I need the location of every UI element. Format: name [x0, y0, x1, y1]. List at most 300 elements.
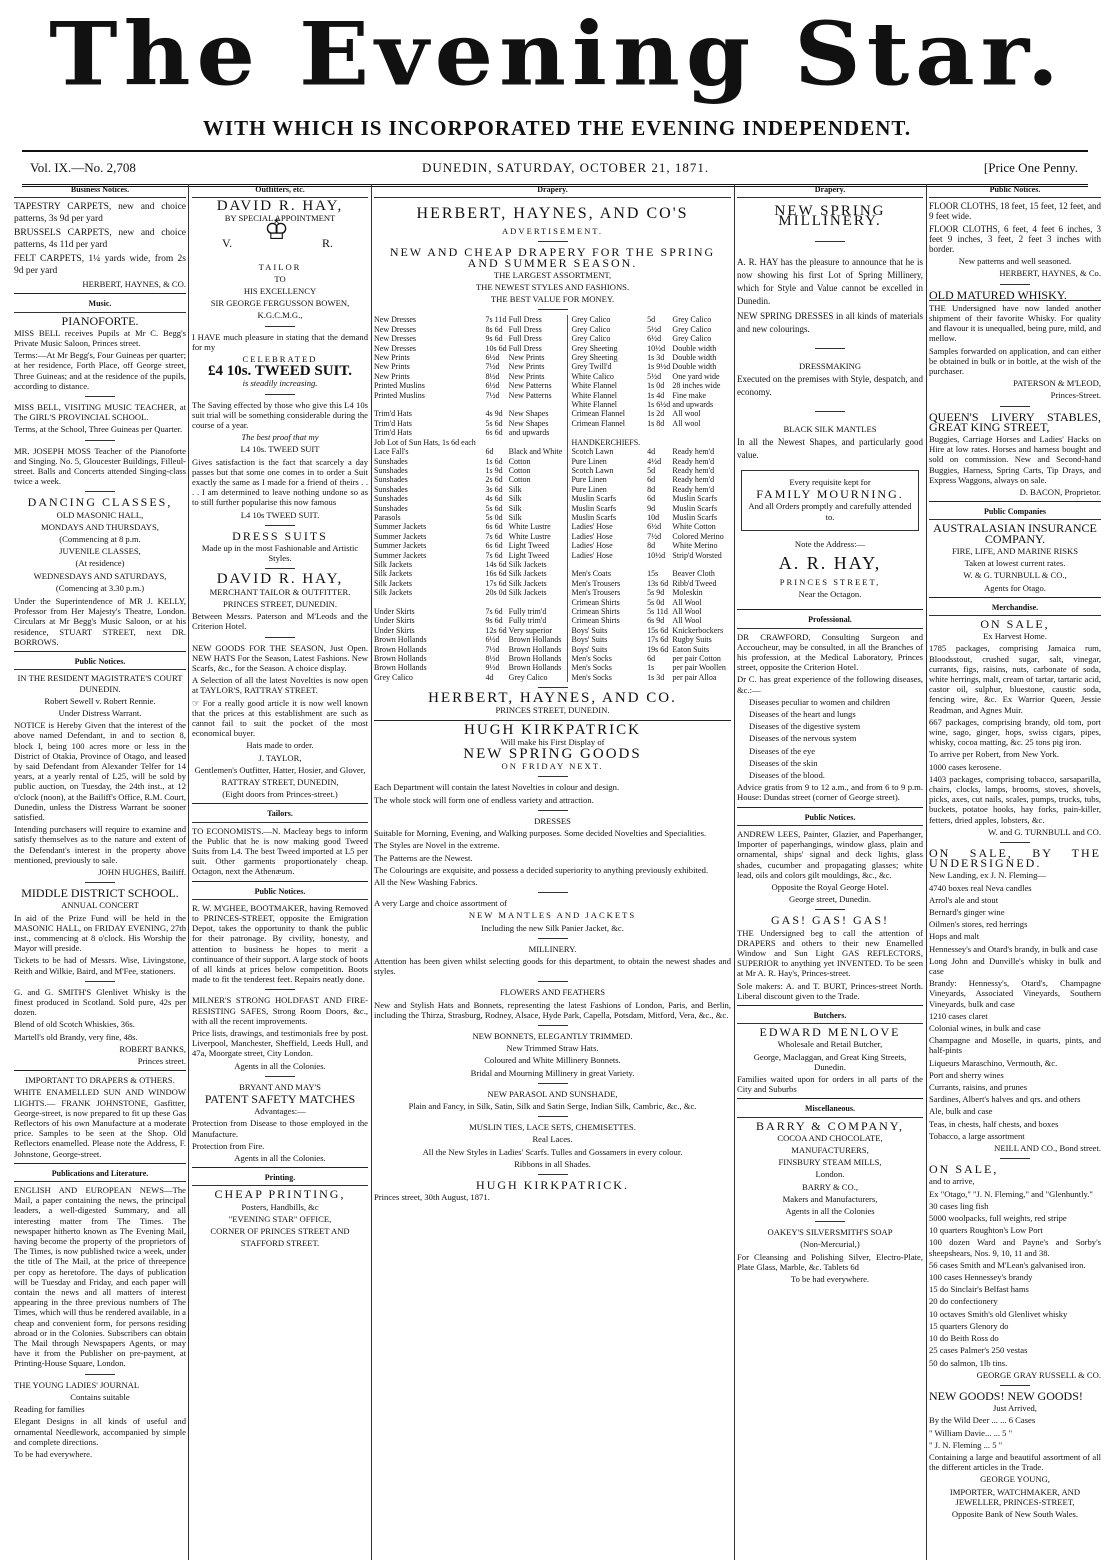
price-cell: 6½d: [485, 635, 500, 645]
price-cell: Brown Hollands: [509, 663, 568, 672]
price-cell: [374, 400, 486, 409]
list-item: 4740 boxes real Neva candles: [929, 882, 1032, 893]
price-row: [374, 635, 731, 644]
price-cell: Very superior: [509, 626, 568, 635]
section-heading: Merchandise.: [929, 602, 1101, 616]
price-cell: 10d: [647, 512, 660, 522]
price-cell: New Prints: [374, 371, 410, 381]
price-cell: Under Skirts: [374, 625, 415, 635]
price-row: [374, 466, 731, 475]
column-3-4: Drapery. HERBERT, HAYNES, AND CO'S ADVERTISEMENT. NEW AND CHEAP DRAPERY FOR THE SPRING AND SUMMER SEASON. THE LARGEST ASSORTMENT, THE NEWEST STYLES AND FASHIONS. THE BEST VALUE FOR MONEY. New Dresses 7s 11d Full Dress Grey Calico 5d Grey Calico New Dresses 8s 6d Full Dress Grey Calico 5½d Grey Calico New Dresses 9s 6d Full Dress Grey Calico 6½d Grey Calico New Dresses 10s 6d Full Dress Grey Sheeting 10½d Double width New Prints 6½d New Prints Grey Sheeting 1s 3d Double width New Prints 7½d New Prints Grey Twill'd 1s 9½d Double width New Prints 8½d New Prints White Calico 5½d One yard wide Printed Muslins 6½d New Patterns White Flannel 1s 0d 28 inches wide Printed Muslins 7½d New Patterns White Flannel 1s 4d Fine make White Flannel 1s 6½d and upwards Trim'd Hats 4s 9d New Shapes Crimean Flannel 1s 2d All wool Trim'd Hats 5s 6d New Shapes Crimean Flannel 1s 8d All wool Trim'd Hats 6s 6d and upwards Job Lot of Sun Hats, 1s 6d each HANDKERCHIEFS. Lace Fall's 6d Black and White Scotch Lawn 4d Ready hem'd Sunshades 1s 6d Cotton Pure Linen 4½d Ready hem'd Sunshades 1s 9d Cotton Scotch Lawn 5d Ready hem'd Sunshades 2s 6d Cotton Pure Linen 6d Ready hem'd Sunshades 3s 6d Silk Pure Linen 8d Ready hem'd Sunshades 4s 6d Silk Muslin Scarfs 6d Muslin Scarfs Sunshades 5s 6d Silk Muslin Scarfs 9d Muslin Scarfs Parasols 5s 0d Silk Muslin Scarfs 10d Muslin Scarfs Summer Jackets 6s 6d White Lustre Ladies' Hose 6½d White Cotton Summer Jackets 7s 6d White Lustre Ladies' Hose 7½d Colored Merino Summer Jackets 6s 6d Light Tweed Ladies' Hose 8d White Merino Summer Jackets 7s 6d Light Tweed Ladies' Hose 10½d Strip'd Worsted Silk Jackets 14s 6d Silk Jackets Silk Jackets 16s 6d Silk Jackets Men's Coats 15s Beaver Cloth Silk Jackets 17s 6d Silk Jackets Men's Trousers 13s 6d Ribb'd Tweed Silk Jackets 20s 0d Silk Jackets Men's Trousers 5s 9d Moleskin Crimean Shirts 5s 0d All Wool Under Skirts 7s 6d Fully trim'd Crimean Shirts 5s 11d All Wool Under Skirts 9s 6d Fully trim'd Crimean Shirts 6s 9d All Wool Under Skirts 12s 6d Very superior Boys' Suits 15s 6d Knickerbockers Brown Hollands 6½d Brown Hollands Boys' Suits 17s 6d Rugby Suits Brown Hollands 7½d Brown Hollands Boys' Suits 19s 6d Eaton Suits Brown Hollands 8½d Brown Hollands Men's Socks 6d per pair Cotton Brown Hollands 9½d Brown Hollands Men's Socks 1s per pair Woollen Grey Calico 4d Grey Calico Men's Socks 1s 3d per pair Alloa HERBERT, HAYNES, AND CO. PRINCES STREET, DUNEDIN. HUGH KIRKPATRICK Will make his First Display of NEW SPRING GOODS ON FRIDAY NEXT. Each Department will contain the latest Novelties in colour and design. The whole stock will form one of endless variety and attraction. DRESSES Suitable for Morning, Evening, and Walking purposes. Some decided Novelties and Specialities. The Styles are Novel in the extreme. The Patterns are the Newest. The Colourings are exquisite, and possess a decided superiority to anything previously exhibited. All the New Washing Fabrics. A very Large and choice assortment of NEW MANTLES AND JACKETS Including the new Silk Panier Jacket, &c. MILLINERY. Attention has been given whilst selecting goods for this department, to obtain the newest shades and styles. FLOWERS AND FEATHERS New and Stylish Hats and Bonnets, representing the latest Fashions of London, Paris, and Berlin, including the Thirza, Strasburg, Rodney, Alsace, Hyde Park, Capella, Potsdam, Mitford, Vera, &c., &c. NEW BONNETS, ELEGANTLY TRIMMED. New Trimmed Straw Hats. Coloured and White Millinery Bonnets. Bridal and Mourning Millinery in great Variety. NEW PARASOL AND SUNSHADE, Plain and Fancy, in Silk, Satin, Silk and Satin Serge, Indian Silk, Cambric, &c., &c. MUSLIN TIES, LACE SETS, CHEMISETTES. Real Laces. All the New Styles in Ladies' Scarfs. Tulles and Gossamers in every colour. Ribbons in all Shades. HUGH KIRKPATRICK. Princes street, 30th August, 1871.: [374, 185, 731, 1203]
price-cell: Cotton: [509, 466, 568, 475]
section-heading: Outfitters, etc.: [192, 184, 368, 198]
price-cell: Muslin Scarfs: [571, 494, 617, 504]
price-cell: Summer Jackets: [374, 541, 427, 551]
price-cell: New Dresses: [374, 315, 416, 325]
price-row: [374, 522, 731, 531]
section-heading: Miscellaneous.: [737, 1103, 923, 1117]
section-heading: Drapery.: [374, 184, 731, 198]
price-cell: Parasols: [374, 512, 401, 522]
price-cell: Brown Hollands: [509, 645, 568, 654]
price-cell: 4½d: [647, 456, 662, 466]
price-cell: 9½d: [485, 663, 500, 673]
price-cell: Black and White: [509, 447, 568, 456]
price-cell: Ready hem'd: [672, 456, 715, 466]
price-cell: [486, 438, 509, 447]
price-cell: 5½d: [647, 324, 662, 334]
price-cell: Pure Linen: [571, 484, 607, 494]
price-cell: Double width: [672, 353, 717, 363]
moss-advert: MR. JOSEPH MOSS Teacher of the Pianoforte and Singing. No. 5, Gloucester Buildings, Filleul-street. Balls and Concerts attended Singing-class twice a week.: [14, 445, 186, 487]
list-item: Liqueurs Maraschino, Vermouth, &c.: [929, 1057, 1058, 1068]
price-row: [374, 532, 731, 541]
price-cell: 1s 6d: [485, 456, 503, 466]
price-cell: Light Tweed: [509, 541, 568, 550]
section-heading: Public Notices.: [14, 656, 186, 670]
price-cell: Men's Socks: [571, 654, 612, 664]
livery-stables-advert: QUEEN'S LIVERY STABLES, GREAT KING STREET, Buggies, Carriage Horses and Ladies' Hacks on Hire at low rates. Horses and harness bought and sold on commission. New and Second-hand Buggies, Harness, Spring Carts, Tip Drays, and Express Waggons, always on sale. D. BACON, Proprietor.: [929, 409, 1101, 498]
price-cell: 6½d: [647, 522, 662, 532]
section-heading: Butchers.: [737, 1010, 923, 1024]
price-row: [374, 579, 731, 588]
price-cell: Grey Calico: [672, 334, 712, 344]
price-cell: Crimean Shirts: [571, 607, 620, 617]
price-cell: New Shapes: [509, 419, 568, 428]
price-cell: Grey Calico: [509, 673, 568, 682]
list-item: Tobacco, a large assortment: [929, 1130, 1025, 1141]
list-item: 50 do salmon, 1lb tins.: [929, 1357, 1008, 1368]
price-row: [374, 438, 731, 447]
price-cell: 28 inches wide: [672, 381, 721, 391]
price-cell: Muslin Scarfs: [571, 503, 617, 513]
price-cell: Silk: [509, 494, 568, 503]
price-cell: Ladies' Hose: [571, 531, 613, 541]
price-cell: HANDKERCHIEFS.: [571, 437, 641, 447]
price-cell: per pair Alloa: [672, 672, 717, 682]
price-cell: All wool: [672, 418, 701, 428]
price-cell: Silk Jackets: [374, 578, 412, 588]
royal-crest-icon: ♔: [264, 214, 290, 246]
section-heading: Drapery.: [737, 184, 923, 198]
price-cell: 10½d: [647, 343, 666, 353]
price-cell: Grey Calico: [571, 324, 611, 334]
list-item: 56 cases Smith and M'Lean's galvanised iron.: [929, 1259, 1086, 1270]
bootmaker-advert: R. W. M'GHEE, BOOTMAKER, having Removed to PRINCES-STREET, opposite the Emigration Depot, takes the opportunity to thank the public for their patronage. By civility, honesty, and attention to business he hopes to merit a continuance of their support. A large stock of boots of all kinds at prices below competition. Boots made to fit the tenderest feet. Repairs neatly done.: [192, 902, 368, 985]
price-cell: All Wool: [672, 607, 702, 617]
price-cell: 1s 4d: [647, 390, 665, 400]
price-cell: 1s 6½d: [647, 400, 671, 410]
price-cell: 1s 3d: [647, 353, 665, 363]
family-mourning-box: Every requisite kept for FAMILY MOURNING. And all Orders promptly and carefully attended to.: [741, 470, 919, 531]
miss-bell-visiting-advert: MISS BELL, VISITING MUSIC TEACHER, at The GIRL'S PROVINCIAL SCHOOL.: [14, 402, 186, 423]
price-cell: [486, 400, 509, 409]
price-cell: Sunshades: [374, 494, 408, 504]
price-row: [374, 334, 731, 343]
price-cell: Cotton: [509, 475, 568, 484]
on-sale-russell: [929, 1164, 1101, 1380]
price-cell: 5s 6d: [485, 503, 503, 513]
price-cell: Ready hem'd: [672, 475, 715, 485]
price-cell: per pair Cotton: [672, 654, 721, 664]
list-item: NEILL AND CO., Bond street.: [994, 1143, 1101, 1154]
price-row: [374, 616, 731, 625]
price-cell: Silk Jackets: [374, 569, 412, 579]
price-cell: Full Dress: [509, 334, 568, 343]
list-item: ON SALE, BY THE UNDERSIGNED.: [929, 845, 1101, 871]
price-cell: Grey Sheeting: [571, 343, 618, 353]
price-cell: 15s 6d: [647, 625, 669, 635]
price-cell: 9s 6d: [485, 616, 503, 626]
section-heading: Printing.: [192, 1172, 368, 1186]
price-cell: [568, 428, 647, 437]
price-cell: Brown Hollands: [509, 654, 568, 663]
price-cell: 7½d: [485, 644, 500, 654]
list-item: 100 cases Hennessey's brandy: [929, 1272, 1033, 1283]
price-cell: Full Dress: [509, 344, 568, 353]
old-whisky-advert: OLD MATURED WHISKY. THE Undersigned have now landed another shipment of their favorite Whisky. For quality and flavour it is unequalled, being pure, mild, and mellow. Samples forwarded on application, and can either be obtained in bulk or in bottle, at the wish of the purchaser. PATERSON & M'LEOD, Princes-Street.: [929, 287, 1101, 401]
price-cell: [374, 598, 486, 607]
price-cell: New Prints: [509, 353, 568, 362]
price-cell: White Flannel: [571, 390, 618, 400]
section-heading: Public Companies: [929, 506, 1101, 520]
price-cell: 15s: [647, 569, 659, 579]
price-cell: Colored Merino: [672, 531, 724, 541]
price-cell: Grey Calico: [672, 315, 712, 325]
price-row: [374, 541, 731, 550]
list-item: Currants, raisins, and prunes: [929, 1082, 1028, 1093]
dancing-advert: DANCING CLASSES, OLD MASONIC HALL, MONDAYS AND THURSDAYS, (Commencing at 8 p.m. JUVENILE CLASSES, (At residence) WEDNESDAYS AND SATURDAYS, (Comencing at 3.30 p.m.): [27, 495, 173, 593]
column-2: [192, 184, 368, 1560]
list-item: 25 cases Palmer's 250 vestas: [929, 1345, 1028, 1356]
section-heading: Music.: [14, 298, 186, 312]
column-1: Business Notices. TAPESTRY CARPETS, new and choice patterns, 3s 9d per yard BRUSSELS CARPETS, new and choice patterns, 4s 11d per yard FELT CARPETS, 1¼ yards wide, from 2s 9d per yard HERBERT, HAYNES, & CO. Music. PIANOFORTE. MISS BELL receives Pupils at Mr C. Begg's Private Music Saloon, Princes street. Terms:—At Mr Begg's, Four Guineas per quarter; at her residence, Forth Place, off George street, Three Guineas; and at the residence of the pupils, according to distance. MISS BELL, VISITING MUSIC TEACHER, at The GIRL'S PROVINCIAL SCHOOL. Terms, at the School, Three Guineas per Quarter. MR. JOSEPH MOSS Teacher of the Pianoforte and Singing. No. 5, Gloucester Buildings, Filleul-street. Balls and Concerts attended Singing-class twice a week. DANCING CLASSES, OLD MASONIC HALL, MONDAYS AND THURSDAYS, (Commencing at 8 p.m. JUVENILE CLASSES, (At residence) WEDNESDAYS AND SATURDAYS, (Comencing at 3.30 p.m.) Under the Superintendence of MR J. KELLY, Professor from Her Majesty's Theatre, London. Circulars at Mr Begg's Music Saloon, or at his residence, STUART STREET, next DR. BORROWS. Public Notices. IN THE RESIDENT MAGISTRATE'S COURT DUNEDIN. Robert Sewell v. Robert Rennie. Under Distress Warrant. NOTICE is Hereby Given that the interest of the above named Defendant, in and to section 8, block I, being 100 acres more or less in the District of Otakia, Province of Otago, and leased by said Defendant from Alexander Telfer for 14 years, at a yearly rental of L25, will be sold by public auction, on Tuesday, the 24th inst., at 12 o'clock (noon), at the Bailiff's Office, R.M. Court, Dunedin, unless the Distress Warrant be sooner satisfied. Intending purchasers will require to examine and satisfy themselves as to the nature and extent of the Defendant's interest in the property above mentioned, previously to sale. JOHN HUGHES, Bailiff. MIDDLE DISTRICT SCHOOL. ANNUAL CONCERT In aid of the Prize Fund will be held in the MASONIC HALL, on FRIDAY EVENING, 27th inst., commencing at 8 o'clock. His Worship the Mayor will preside. Tickets to be had of Messrs. Wise, Livingstone, Reith and Wilkie, Baird, and M'Fee, stationers. G. and G. SMITH'S Glenlivet Whisky is the finest produced in Scotland. Sold pure, 42s per dozen. Blend of old Scotch Whiskies, 36s. Martell's old Brandy, very fine, 48s. ROBERT BANKS, Princes street. IMPORTANT TO DRAPERS & OTHERS. WHITE ENAMELLED SUN AND WINDOW LIGHTS.— FRANK JOHNSTONE, Gasfitter, George-street, is now prepared to fit up these Gas Reflectors of his own Manufacture at a moderate price. Samples to be seen at the Shop. Old Reflectors enamelled. Please note the Address, F. Johnstone, George-street. Publications and Literature. ENGLISH AND EUROPEAN NEWS—The Mail, a paper containing the news, the principal leaders, a well-digested Summary, and all interesting matter from The Times. The newspaper hitherto known as The Evening Mail, having become the property of the proprietors of The Times, is now published twice a week, under the title of The Mail, at the price of threepence per copy as heretofore. The days of publication will be Tuesday and Friday, and each paper will contain the news and all matters of interest appearing in the three previous numbers of The Times, which will thus be rendered available, in a cheap and convenient form, for persons residing abroad or in the Colonies. Subscribers can obtain The Mail through Newspapers Agents, or may have it from the Publisher on pre-payment, at Printing-House Square, London. THE YOUNG LADIES' JOURNAL Contains suitable Reading for families Elegant Designs in all kinds of useful and ornamental Needlework, accompanied by simple and complete directions. To be had everywhere.: [14, 185, 186, 1459]
price-cell: Boys' Suits: [571, 625, 608, 635]
price-cell: [672, 428, 731, 437]
price-cell: 4s 6d: [485, 494, 503, 504]
price-row: [374, 598, 731, 607]
spring-millinery-title: NEW SPRING MILLINERY.: [774, 203, 886, 230]
gas-advert: GAS! GAS! GAS! THE Undersigned beg to call the attention of DRAPERS and others to their new Enamelled Window and Sun Light GAS REFLECTORS, SUPERIOR to anything yet INVENTED. To be seen at Mr A. R. Hay's, Princes-street. Sole makers: A. and T. BURT, Princes-street North. Liberal discount given to the Trade.: [737, 913, 923, 1001]
price-cell: 10½d: [647, 550, 666, 560]
price-row: [374, 475, 731, 484]
price: [Price One Penny.: [983, 160, 1078, 175]
masthead: [0, 0, 1114, 152]
price-cell: Silk: [509, 504, 568, 513]
price-cell: Muslin Scarfs: [672, 512, 718, 522]
gas-lights-advert: WHITE ENAMELLED SUN AND WINDOW LIGHTS.— FRANK JOHNSTONE, Gasfitter, George-street, is now prepared to fit up these Gas Reflectors of his own Manufacture at a moderate price. Samples to be seen at the Shop. Old Reflectors enamelled. Please note the Address, F. Johnstone, George-street.: [14, 1087, 186, 1159]
price-cell: Double width: [672, 362, 717, 372]
matches-advert: BRYANT AND MAY'S PATENT SAFETY MATCHES Advantages:— Protection from Disease to those employed in the Manufacture. Protection from Fire. Agents in all the Colonies.: [192, 1081, 368, 1164]
price-cell: Grey Calico: [672, 324, 712, 334]
price-cell: Silk: [509, 513, 568, 522]
price-cell: Crimean Shirts: [571, 616, 620, 626]
price-cell: Light Tweed: [509, 551, 568, 560]
cocoa-advert: BARRY & COMPANY, COCOA AND CHOCOLATE, MANUFACTURERS, FINSBURY STEAM MILLS, London. BARRY & CO., Makers and Manufacturers, Agents in all the Colonies: [756, 1118, 904, 1216]
price-cell: Strip'd Worsted: [672, 550, 722, 560]
price-cell: [672, 560, 731, 569]
price-cell: per pair Woollen: [672, 663, 726, 673]
price-cell: Ladies' Hose: [571, 550, 613, 560]
price-cell: 1s 9d: [485, 465, 503, 475]
price-row: [374, 663, 731, 672]
price-cell: Summer Jackets: [374, 522, 427, 532]
price-cell: White Lustre: [509, 522, 568, 531]
economists-advert: TO ECONOMISTS.—N. Macleay begs to inform the Public that he is now making good Tweed Suits from L4. The best Tweed imported at L5 per suit. Other garments proportionately cheap. Octagon, next the Athenæum.: [192, 825, 368, 877]
price-cell: Silk Jackets: [374, 588, 412, 598]
price-cell: 1s 8d: [647, 418, 665, 428]
list-item: 20 do confectionery: [929, 1296, 998, 1307]
new-goods-advert: NEW GOODS! NEW GOODS! Just Arrived, By the Wild Deer ... ... 6 Cases " William Davie... ... 5 " " J. N. Fleming ... 5 " Containing a large and beautiful assortment of all the different articles in the Trade. GEORGE YOUNG, IMPORTER, WATCHMAKER, AND JEWELLER, PRINCES-STREET, Opposite Bank of New South Wales.: [929, 1388, 1101, 1519]
price-row: [374, 457, 731, 466]
price-cell: New Prints: [509, 362, 568, 371]
list-item: Oilmen's stores, red herrings: [929, 919, 1028, 930]
price-cell: Rugby Suits: [672, 635, 712, 645]
price-cell: 6s 6d: [485, 522, 503, 532]
section-heading: Professional.: [737, 614, 923, 628]
list-item: Port and sherry wines: [929, 1069, 1004, 1080]
price-cell: 6s 6d: [485, 428, 503, 438]
list-item: New Landing, ex J. N. Fleming—: [929, 870, 1046, 881]
price-cell: 17s 6d: [647, 635, 669, 645]
price-cell: Printed Muslins: [374, 390, 425, 400]
price-row: [374, 494, 731, 503]
list-item: Arrol's ale and stout: [929, 894, 999, 905]
price-cell: 6d: [647, 654, 656, 664]
price-cell: Grey Calico: [571, 334, 611, 344]
price-cell: New Dresses: [374, 343, 416, 353]
price-cell: 5d: [647, 315, 656, 325]
price-cell: Brown Hollands: [509, 635, 568, 644]
list-item: Hennessey's and Otard's brandy, in bulk and case: [929, 943, 1098, 954]
price-row: [374, 419, 731, 428]
soap-advert: OAKEY'S SILVERSMITH'S SOAP (Non-Mercurial,) For Cleansing and Polishing Silver, Electro-Plate, Plate Glass, Marble, &c. Tablets 6d To be had everywhere.: [737, 1227, 923, 1284]
carpets-advert: TAPESTRY CARPETS, new and choice patterns, 3s 9d per yard BRUSSELS CARPETS, new and choice patterns, 4s 11d per yard FELT CARPETS, 1¼ yards wide, from 2s 9d per yard HERBERT, HAYNES, & CO.: [14, 202, 186, 290]
price-cell: Sunshades: [374, 503, 408, 513]
english-news-advert: ENGLISH AND EUROPEAN NEWS—The Mail, a paper containing the news, the principal leaders, a well-digested Summary, and all interesting matter from The Times. The newspaper hitherto known as The Evening Mail, having become the property of the proprietors of The Times, is now published twice a week, under the title of The Mail, at the price of threepence per copy as heretofore. The days of publication will be Tuesday and Friday, and each paper will contain the news and all matters of interest appearing in the three previous numbers of The Times, which will thus be rendered available, in a cheap and convenient form, for persons residing abroad or in the Colonies. Subscribers can obtain The Mail through Newspapers Agents, or may have it from the Publisher on pre-payment, at Printing-House Square, London.: [14, 1185, 186, 1369]
list-item: 10 octaves Smith's old Glenlivet whisky: [929, 1308, 1068, 1319]
price-row: [374, 654, 731, 663]
list-item: Bernard's ginger wine: [929, 906, 1005, 917]
price-cell: 5½d: [647, 371, 662, 381]
section-heading: Publications and Literature.: [14, 1168, 186, 1182]
price-cell: 17s 6d: [485, 578, 507, 588]
price-cell: Ladies' Hose: [571, 522, 613, 532]
price-cell: Trim'd Hats: [374, 409, 412, 419]
herbert-haynes-title: HERBERT, HAYNES, AND CO'S: [416, 205, 689, 223]
price-cell: 1s: [647, 663, 655, 673]
insurance-advert: AUSTRALASIAN INSURANCE COMPANY. FIRE, LIFE, AND MARINE RISKS Taken at lowest current rates. W. & G. TURNBULL & CO., Agents for Otago.: [933, 521, 1097, 593]
price-cell: New Dresses: [374, 324, 416, 334]
price-cell: Grey Calico: [571, 315, 611, 325]
price-cell: Scotch Lawn: [571, 447, 614, 457]
price-cell: White Cotton: [672, 522, 716, 532]
price-row: [374, 409, 731, 418]
price-cell: Summer Jackets: [374, 531, 427, 541]
list-item: Ale, bulk and case: [929, 1106, 993, 1117]
list-item: Hops and malt: [929, 931, 980, 942]
price-cell: Men's Socks: [571, 672, 612, 682]
list-item: Brandy: Hennessy's, Otard's, Champagne Vineyards, Associated Vineyards, Southern Vineyards, bulk and case: [929, 978, 1101, 1009]
price-row: [374, 626, 731, 635]
price-cell: [647, 428, 672, 437]
price-cell: Ready hem'd: [672, 465, 715, 475]
price-cell: 6½d: [485, 353, 500, 363]
section-heading: Business Notices.: [14, 184, 186, 198]
price-cell: Sunshades: [374, 484, 408, 494]
price-cell: [509, 598, 568, 607]
court-notice: IN THE RESIDENT MAGISTRATE'S COURT DUNEDIN. Robert Sewell v. Robert Rennie. Under Distress Warrant. NOTICE is Hereby Given that the interest of the above named Defendant, in and to section 8, block I, being 100 acres more or less in the District of Otakia, Province of Otago, and leased by said Defendant from Alexander Telfer for 14 years, at a yearly rental of L25, will be sold by public auction, on Tuesday, the 24th inst., at 12 o'clock (noon), at the Bailiff's Office, R.M. Court, Dunedin, unless the Distress Warrant be sooner satisfied. Intending purchasers will require to examine and satisfy themselves as to the nature and extent of the Defendant's interest in the property above mentioned, previously to sale. JOHN HUGHES, Bailiff.: [14, 673, 186, 877]
price-cell: 1s 9½d: [647, 362, 671, 372]
price-row: [374, 588, 731, 597]
price-cell: and upwards: [509, 428, 568, 437]
price-cell: [509, 438, 568, 447]
david-hay-advert: DAVID R. HAY, BY SPECIAL APPOINTMENT V. ♔ R. TAILOR TO HIS EXCELLENCY SIR GEORGE FERGUSSON BOWEN, K.G.C.M.G., I HAVE much pleasure in stating that the demand for my CELEBRATED £4 10s. TWEED SUIT. is steadily increasing. The Saving effected by those who give this L4 10s suit trial will be something considerable during the course of a year. The best proof that my L4 10s. TWEED SUIT Gives satisfaction is the fact that scarcely a day passes but that some one comes in to order a Suit exactly the same as I made for a friend of theirs . . . . I am determined to leave nothing undone so as to still further popularise this now famous L4 10s TWEED SUIT. DRESS SUITS Made up in the most Fashionable and Artistic Styles.: [192, 198, 368, 564]
price-cell: Summer Jackets: [374, 550, 427, 560]
newspaper-title: The Evening Star.: [49, 2, 1065, 106]
price-row: [374, 372, 731, 381]
price-cell: 13s 6d: [647, 578, 669, 588]
price-cell: White Flannel: [571, 400, 618, 410]
price-cell: Grey Calico: [374, 672, 413, 682]
kirkpatrick-advert: HUGH KIRKPATRICK Will make his First Display of NEW SPRING GOODS ON FRIDAY NEXT. Each Department will contain the latest Novelties in colour and design. The whole stock will form one of endless variety and attraction. DRESSES Suitable for Morning, Evening, and Walking purposes. Some decided Novelties and Specialities. The Styles are Novel in the extreme. The Patterns are the Newest. The Colourings are exquisite, and possess a decided superiority to anything previously exhibited. All the New Washing Fabrics. A very Large and choice assortment of NEW MANTLES AND JACKETS Including the new Silk Panier Jacket, &c. MILLINERY. Attention has been given whilst selecting goods for this department, to obtain the newest shades and styles. FLOWERS AND FEATHERS New and Stylish Hats and Bonnets, representing the latest Fashions of London, Paris, and Berlin, including the Thirza, Strasburg, Rodney, Alsace, Hyde Park, Capella, Potsdam, Mitford, Vera, &c., &c. NEW BONNETS, ELEGANTLY TRIMMED. New Trimmed Straw Hats. Coloured and White Millinery Bonnets. Bridal and Mourning Millinery in great Variety. NEW PARASOL AND SUNSHADE, Plain and Fancy, in Silk, Satin, Silk and Satin Serge, Indian Silk, Cambric, &c., &c. MUSLIN TIES, LACE SETS, CHEMISETTES. Real Laces. All the New Styles in Ladies' Scarfs. Tulles and Gossamers in every colour. Ribbons in all Shades. HUGH KIRKPATRICK. Princes street, 30th August, 1871.: [374, 721, 731, 1203]
price-cell: 9s 6d: [485, 334, 503, 344]
price-cell: 9d: [647, 503, 656, 513]
list-item: Sardines, Albert's halves and qrs. and others: [929, 1094, 1081, 1105]
price-row: [374, 485, 731, 494]
price-cell: [647, 438, 672, 447]
price-cell: Under Skirts: [374, 616, 415, 626]
price-cell: Silk Jackets: [509, 579, 568, 588]
section-heading: Public Notices.: [737, 812, 923, 826]
price-row: [374, 607, 731, 616]
floor-cloths-advert: FLOOR CLOTHS, 18 feet, 15 feet, 12 feet, and 9 feet wide. FLOOR CLOTHS, 6 feet, 4 feet 6 inches, 3 feet 9 inches, 3 feet, 2 feet 3 inches with border. New patterns and well seasoned. HERBERT, HAYNES, & Co.: [929, 201, 1101, 279]
price-cell: 4d: [485, 672, 494, 682]
price-cell: Men's Trousers: [571, 588, 621, 598]
list-item: 10 do Beith Ross do: [929, 1333, 999, 1344]
price-cell: [568, 560, 647, 569]
price-cell: New Prints: [374, 362, 410, 372]
price-cell: Crimean Flannel: [571, 409, 626, 419]
price-cell: 4d: [647, 447, 656, 457]
price-cell: All Wool: [672, 597, 702, 607]
issue-date: DUNEDIN, SATURDAY, OCTOBER 21, 1871.: [422, 160, 710, 175]
price-cell: Lace Fall's: [374, 447, 409, 457]
price-cell: White Calico: [571, 371, 614, 381]
price-row: [374, 362, 731, 371]
list-item: Teas, in chests, half chests, and boxes: [929, 1118, 1059, 1129]
price-row: [374, 428, 731, 437]
price-cell: 7s 6d: [485, 607, 503, 617]
list-item: 10 quarters Roughton's Low Port: [929, 1225, 1043, 1236]
list-item: 30 cases ling fish: [929, 1200, 989, 1211]
price-cell: Silk Jackets: [374, 559, 412, 569]
price-cell: All wool: [672, 409, 701, 419]
price-cell: Brown Hollands: [374, 663, 427, 673]
price-row: [374, 504, 731, 513]
price-cell: White Lustre: [509, 532, 568, 541]
price-cell: New Prints: [509, 372, 568, 381]
price-cell: Ready hem'd: [672, 447, 715, 457]
price-cell: Pure Linen: [571, 456, 607, 466]
price-cell: Double width: [672, 343, 717, 353]
price-cell: 20s 0d: [485, 588, 507, 598]
price-cell: Beaver Cloth: [672, 569, 715, 579]
price-cell: Trim'd Hats: [374, 428, 412, 438]
price-cell: 10s 6d: [485, 343, 507, 353]
price-row: [374, 551, 731, 560]
list-item: and to arrive,: [929, 1176, 975, 1187]
price-cell: 6s 9d: [647, 616, 665, 626]
price-cell: Trim'd Hats: [374, 418, 412, 428]
price-cell: New Prints: [374, 353, 410, 363]
price-cell: [647, 560, 672, 569]
price-cell: 8d: [647, 541, 656, 551]
price-cell: One yard wide: [672, 371, 720, 381]
price-cell: 5s 9d: [647, 588, 665, 598]
list-item: 15 quarters Glenory do: [929, 1320, 1009, 1331]
volume-number: Vol. IX.—No. 2,708: [30, 160, 136, 175]
price-row: [374, 645, 731, 654]
price-cell: 5s 11d: [647, 607, 668, 617]
price-cell: 12s 6d: [485, 625, 507, 635]
price-cell: Full Dress: [509, 315, 568, 324]
list-item: Long John and Dunville's whisky in bulk and case: [929, 955, 1101, 976]
price-cell: 1s 2d: [647, 409, 665, 419]
price-cell: 6d: [647, 475, 656, 485]
price-cell: [509, 400, 568, 409]
list-item: Champagne and Moselle, in quarts, pints, and half-pints: [929, 1035, 1101, 1056]
price-cell: New Shapes: [509, 409, 568, 418]
price-cell: Sunshades: [374, 456, 408, 466]
price-cell: 8½d: [485, 654, 500, 664]
list-item: ON SALE,: [929, 1162, 999, 1177]
butcher-advert: EDWARD MENLOVE Wholesale and Retail Butcher, George, Maclaggan, and Great King Streets, Dunedin. Families waited upon for orders in all parts of the City and Suburbs: [737, 1025, 923, 1095]
price-cell: Sunshades: [374, 465, 408, 475]
price-cell: Silk: [509, 485, 568, 494]
price-cell: New Patterns: [509, 381, 568, 390]
taylor-advert: NEW GOODS FOR THE SEASON, Just Open. NEW HATS For the Season, Latest Fashions. New Scarfs, &c., for the Season. A choice display. A Selection of all the latest Novelties is now open at TAYLOR'S, RATTRAY STREET. ☞ For a really good article it is now well known that the prices at this establishment are such as cannot fail to suit the pocket of the most economical buyer. Hats made to order. J. TAYLOR, Gentlemen's Outfitter, Hatter, Hosier, and Glover, RATTRAY STREET, DUNEDIN, (Eight doors from Princes-street.): [192, 642, 368, 800]
price-cell: 16s 6d: [485, 569, 507, 579]
price-row: [374, 673, 731, 682]
price-cell: 2s 6d: [485, 475, 503, 485]
price-cell: Pure Linen: [571, 475, 607, 485]
price-row: [374, 325, 731, 334]
price-row: [374, 353, 731, 362]
list-item: 5000 woolpacks, full weights, red stripe: [929, 1213, 1067, 1224]
price-cell: Ladies' Hose: [571, 541, 613, 551]
safes-advert: MILNER'S STRONG HOLDFAST AND FIRE-RESISTING SAFES, Strong Room Doors, &c., with all the recent improvements. Price lists, drawings, and testimonials free by post. Liverpool, Manchester, Sheffield, Leeds Hull, and 47a, Moorgate street, City London. Agents in all the Colonies.: [192, 995, 368, 1071]
price-cell: 8d: [647, 484, 656, 494]
price-cell: 7½d: [647, 531, 662, 541]
price-cell: 1s 3d: [647, 672, 665, 682]
price-cell: Knickerbockers: [672, 625, 724, 635]
miss-bell-advert: MISS BELL receives Pupils at Mr C. Begg's Private Music Saloon, Princes street.: [14, 327, 186, 349]
price-cell: Full Dress: [509, 325, 568, 334]
price-cell: Men's Coats: [571, 569, 611, 579]
price-cell: 19s 6d: [647, 644, 669, 654]
price-cell: 6½d: [485, 381, 500, 391]
ar-hay-advert: A. R. HAY has the pleasure to announce that he is now showing his first Lot of Spring Millinery, which for Style and Value cannot be excelled in Dunedin.: [737, 256, 923, 306]
list-item: GEORGE GRAY RUSSELL & CO.: [976, 1369, 1101, 1380]
list-item: 15 do Sinclair's Belfast hams: [929, 1284, 1029, 1295]
price-cell: 7s 11d: [485, 315, 507, 325]
price-row: [374, 391, 731, 400]
on-sale-harvest-home: ON SALE, Ex Harvest Home. 1785 packages, comprising Jamaica rum, Bloodsstout, crushed sugar, salt, vinegar, currants, figs, raisins, nuts, carbonate of soda, white herrings, malt, cream of tartar, tartaric acid, castor oil, sulphur, bluestone, caustic soda, fencing wire, &c. Ex Warrior Queen, Jessie Readman, and Agnes Muir. 667 packages, comprising brandy, old tom, port wine, sago, ginger, hops, swiss cigars, pipes, whisky, cocoa matting, &c. 25 tons pig iron. To arrive per Robert, from New York. 1000 cases kerosene. 1403 packages, comprising tobacco, sarsaparilla, chairs, clocks, lamps, brooms, stoves, shovels, picks, axes, cut nails, scales, pumps, trucks, tubs, buckets, potatoe hooks, hay forks, pain-killer, fetters, dried apples, lobsters, &c. W. and G. TURNBULL and CO.: [929, 616, 1101, 837]
list-item: 100 dozen Ward and Payne's and Sorby's sheepshears, Nos. 9, 10, 11 and 38.: [929, 1237, 1101, 1258]
price-cell: Boys' Suits: [571, 644, 608, 654]
price-cell: Ready hem'd: [672, 484, 715, 494]
price-cell: [672, 438, 731, 447]
